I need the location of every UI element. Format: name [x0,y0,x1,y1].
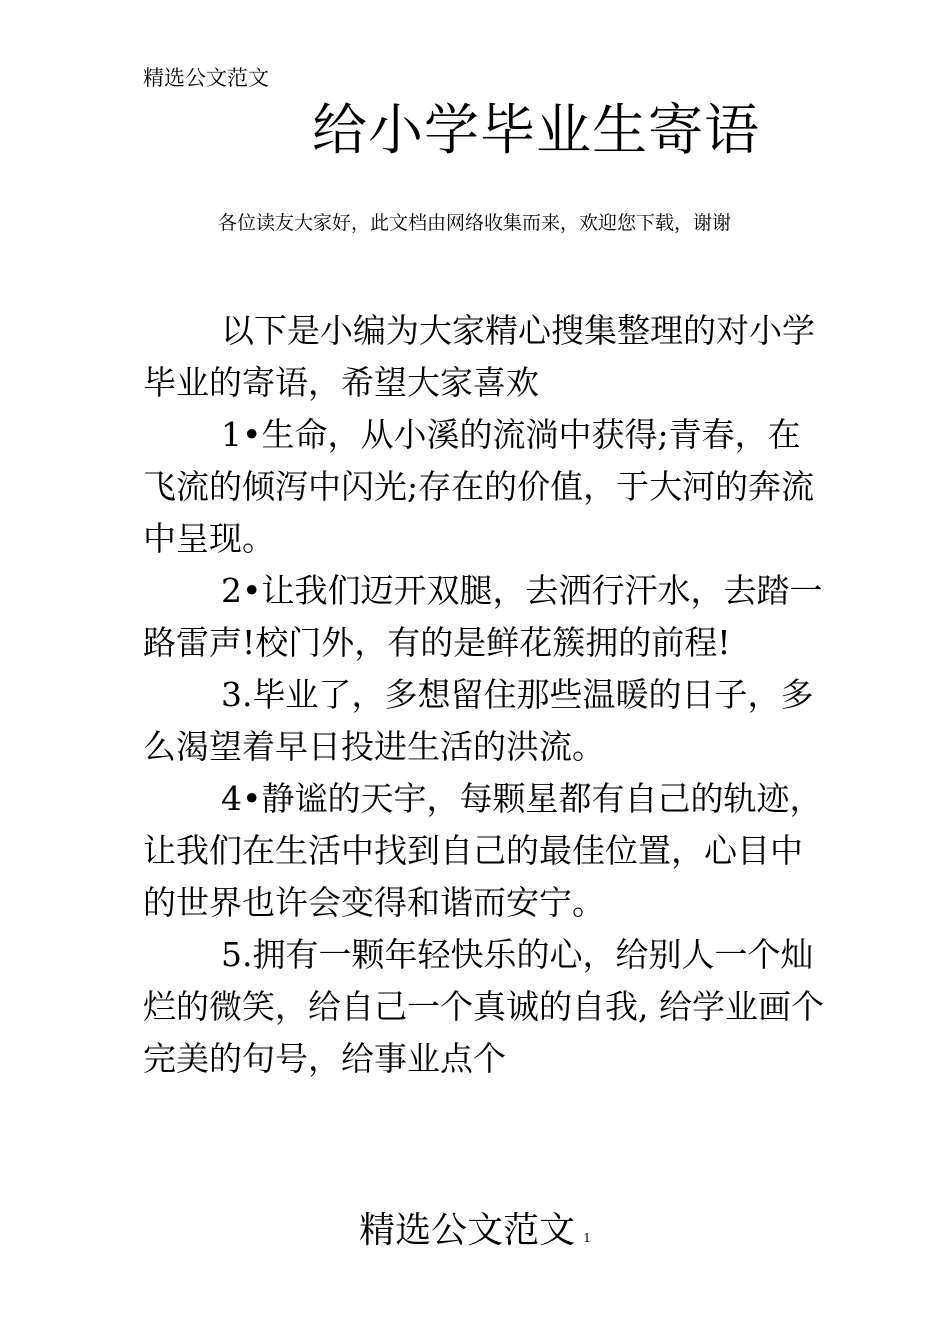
page-number: 1 [583,1231,591,1245]
footer-text: 精选公文范文 [359,1210,576,1251]
page-footer [0,1207,950,1262]
page-header: 精选公文范文 [143,66,269,90]
paragraph: 5.拥有一颗年轻快乐的心，给别人一个灿烂的微笑，给自己一个真诚的自我, 给学业画个完美的句号，给事业点个 [143,935,824,1078]
download-note: 各位读友大家好，此文档由网络收集而来，欢迎您下载，谢谢 [218,212,732,234]
paragraph: 1•生命，从小溪的流淌中获得;青春，在飞流的倾泻中闪光;存在的价值，于大河的奔流中呈现。 [143,415,815,558]
document-title: 给小学毕业生寄语 [312,98,761,162]
paragraph: 4•静谧的天宇，每颗星都有自己的轨迹，让我们在生活中找到自己的最佳位置，心目中的世界也许会变得和谐而安宁。 [143,779,823,922]
paragraph: 3.毕业了，多想留住那些温暖的日子，多么渴望着早日投进生活的洪流。 [143,675,814,766]
paragraph: 2•让我们迈开双腿，去洒行汗水，去踏一路雷声!校门外，有的是鲜花簇拥的前程! [143,571,823,662]
document-body [143,305,833,1085]
paragraph: 以下是小编为大家精心搜集整理的对小学毕业的寄语，希望大家喜欢 [143,311,815,402]
